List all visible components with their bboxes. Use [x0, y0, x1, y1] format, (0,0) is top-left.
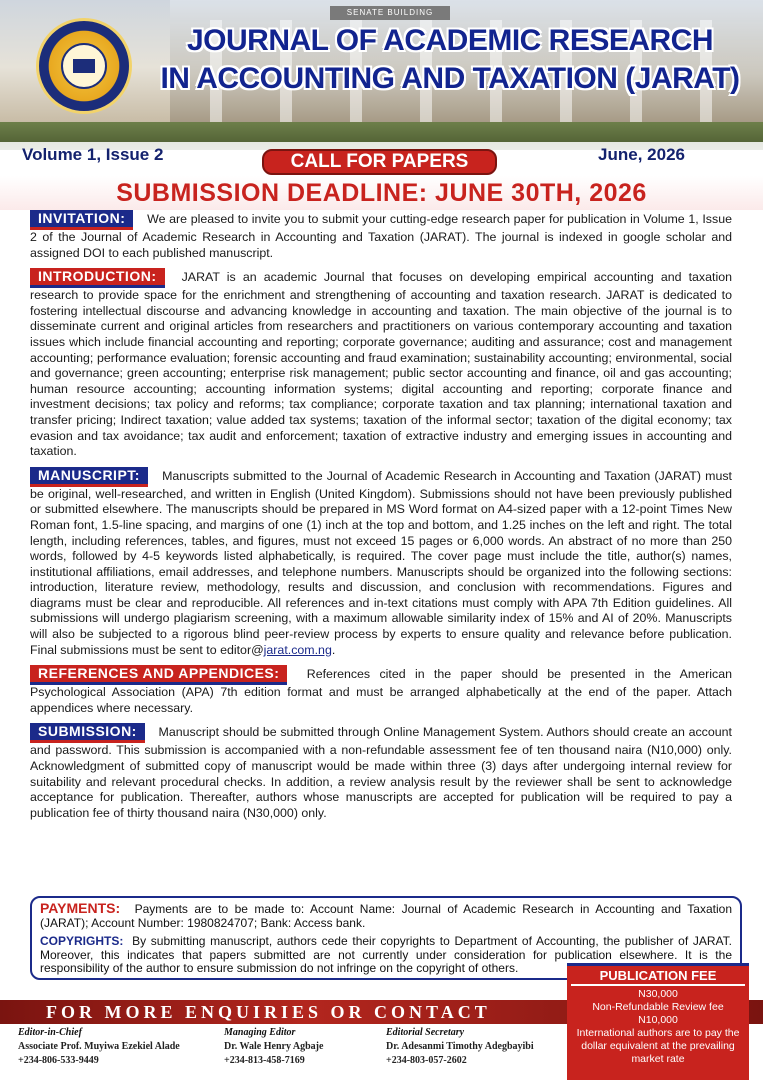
copyrights-label: COPYRIGHTS: — [40, 934, 124, 948]
manuscript-text: Manuscripts submitted to the Journal of Academic Research in Accounting and Taxation (JARAT) must be original, well-researched, and written in English (United Kingdom). Submissions should not have been previously published or submitted elsewhere. The manuscripts should be prepared in MS Word format on A4-sized paper with a 12-point Times New Roman font, 1.5-line spacing, and margins of one (1) inch at the top and bottom, and 1.25 inches on the left and right. The total length, including references, tables, and figures, must not exceed 15 pages or 6,000 words. An abstract of no more than 250 words, followed by 4-5 keywords listed alphabetically, is required. The cover page must include the title, author(s) names, institutional affiliations, email addresses, and telephone numbers. Manuscripts should be organized into the following sections: introduction, literature review, methodology, results and discussion, and conclusion with recommendations. Figures and diagrams must be clear and reproducible. All references and in-text citations must comply with APA 7th Edition guidelines. All submissions will undergo plagiarism screening, with a maximum allowable similarity index of 15% and AI of 20%. Manuscripts will also be subjected to a rigorous blind peer-review process by experts to ensure quality and relevance before publication. Final submissions must be sent to editor@ — [30, 468, 732, 657]
publication-fee-title: PUBLICATION FEE — [571, 966, 745, 986]
issue-date: June, 2026 — [598, 145, 685, 164]
invitation-section — [30, 210, 732, 261]
call-for-papers-badge: CALL FOR PAPERS — [262, 149, 497, 175]
email-link[interactable]: jarat.com.ng — [263, 642, 332, 657]
submission-label: SUBMISSION: — [30, 723, 145, 743]
university-logo — [36, 18, 132, 114]
journal-title: JOURNAL OF ACADEMIC RESEARCH IN ACCOUNTING AND TAXATION (JARAT) — [160, 24, 740, 95]
payments-text: Payments are to be made to: Account Name: Journal of Academic Research in Accounting and Taxation (JARAT); Account Number: 1980824707; Bank: Access bank. — [40, 902, 732, 930]
contact-editorial-secretary: Editorial Secretary Dr. Adesanmi Timothy Adegbayibi +234-803-057-2602 — [386, 1027, 534, 1066]
contact-editor-in-chief: Editor-in-Chief Associate Prof. Muyiwa Ezekiel Alade +234-806-533-9449 — [18, 1027, 180, 1066]
references-label: REFERENCES AND APPENDICES: — [30, 665, 287, 685]
introduction-text: JARAT is an academic Journal that focuses on developing empirical accounting and taxation research to provide space for the enrichment and strengthening of accounting and taxation research. JARAT is dedicated to fostering intellectual discourse and advancing knowledge in accounting and taxation. The main objective of the journal is to disseminate current and original articles from researchers and practitioners on various contemporary accounting and taxation issues which include financial accounting and reporting; corporate governance; auditing and assurance; cost and management accounting; performance evaluation; forensic accounting and fraud examination; sustainability accounting; environmental, social and governance; green accounting; enterprise risk management; public sector accounting and finance, oil and gas accounting; human resource accounting; accounting information systems; digital accounting and reporting; corporate finance and investment decisions; tax policy and reforms; tax compliance; corporate taxation and tax planning; international taxation and transfer pricing; Indirect taxation; value added tax systems; taxation of the informal sector; taxation of the digital economy; tax evasion and tax avoidance; tax audit and enforcement; taxation of extractive industry and emerging issues in accounting and taxation. — [30, 270, 732, 459]
references-text: References cited in the paper should be presented in the American Psychological Association (APA) 7th edition format and must be arranged alphabetically at the end of the paper. Attach appendices where necessary. — [30, 667, 732, 715]
enquiries-band: FOR MORE ENQUIRIES OR CONTACT — [0, 1000, 763, 1024]
invitation-label: INVITATION: — [30, 210, 133, 230]
volume-issue: Volume 1, Issue 2 — [22, 145, 164, 164]
main-content — [30, 210, 732, 828]
building-plate: SENATE BUILDING — [330, 6, 450, 20]
introduction-section — [30, 268, 732, 460]
references-section — [30, 665, 732, 716]
contact-managing-editor: Managing Editor Dr. Wale Henry Agbaje +234-813-458-7169 — [224, 1027, 324, 1066]
copyrights-text: By submitting manuscript, authors cede their copyrights to Department of Accounting, the publisher of JARAT. Moreover, this indicates that papers submitted are not currently under consideration for publication elsewhere. It is the responsibility of the author to ensure submission do not infringe on the copyright of others. — [40, 934, 733, 975]
submission-section — [30, 723, 732, 821]
submission-text: Manuscript should be submitted through Online Management System. Authors should create an account and password. This submission is accompanied with a non-refundable assessment fee of ten thousand naira (N10,000) only. Acknowledgment of submitted copy of manuscript would be made within three (3) days after undergoing internal review for suitability and relevant procedural checks. In addition, a review analysis result by the reviewer shall be sent to acknowledge acceptance for publication. Thereafter, authors whose manuscripts are accepted for publication will be required to pay a publication fee of thirty thousand naira (N30,000) only. — [30, 725, 732, 820]
header-banner — [0, 0, 763, 150]
introduction-label: INTRODUCTION: — [30, 268, 165, 288]
invitation-text: We are pleased to invite you to submit your cutting-edge research paper for publication in Volume 1, Issue 2 of the Journal of Academic Research in Accounting and Taxation (JARAT). The journal is indexed in google scholar and assigned DOI to each published manuscript. — [30, 212, 732, 260]
publication-fee-box: PUBLICATION FEE N30,000 Non-Refundable Review fee N10,000 International authors are to pay the dollar equivalent at the prevailing market rate — [567, 963, 749, 1080]
payments-label: PAYMENTS: — [40, 900, 121, 916]
submission-deadline: SUBMISSION DEADLINE: JUNE 30TH, 2026 — [0, 176, 763, 210]
manuscript-section: MANUSCRIPT: Manuscripts submitted to the Journal of Academic Research in Accounting and Taxation (JARAT) must be original, well-researched, and written in English (United Kingdom). Submissions should not have been previously published or submitted elsewhere. The manuscripts should be prepared in MS Word format on A4-sized paper with a 12-point Times New Roman font, 1.5-line spacing, and margins of one (1) inch at the top and bottom, and 1.25 inches on the left and right. The total length, including references, tables, and figures, must not exceed 15 pages or 6,000 words. An abstract of no more than 250 words, followed by 4-5 keywords listed alphabetically, is required. The cover page must include the title, author(s) names, institutional affiliations, email addresses, and telephone numbers. Manuscripts should be organized into the following sections: introduction, literature review, methodology, results and discussion, and conclusion with recommendations. Figures and diagrams must be clear and reproducible. All references and in-text citations must comply with APA 7th Edition guidelines. All submissions will undergo plagiarism screening, with a maximum allowable similarity index of 15% and AI of 20%. Manuscripts will also be subjected to a rigorous blind peer-review process by experts to ensure quality and relevance before publication. Final submissions must be sent to editor@jarat.com.ng. — [30, 466, 732, 657]
manuscript-label: MANUSCRIPT: — [30, 467, 148, 487]
